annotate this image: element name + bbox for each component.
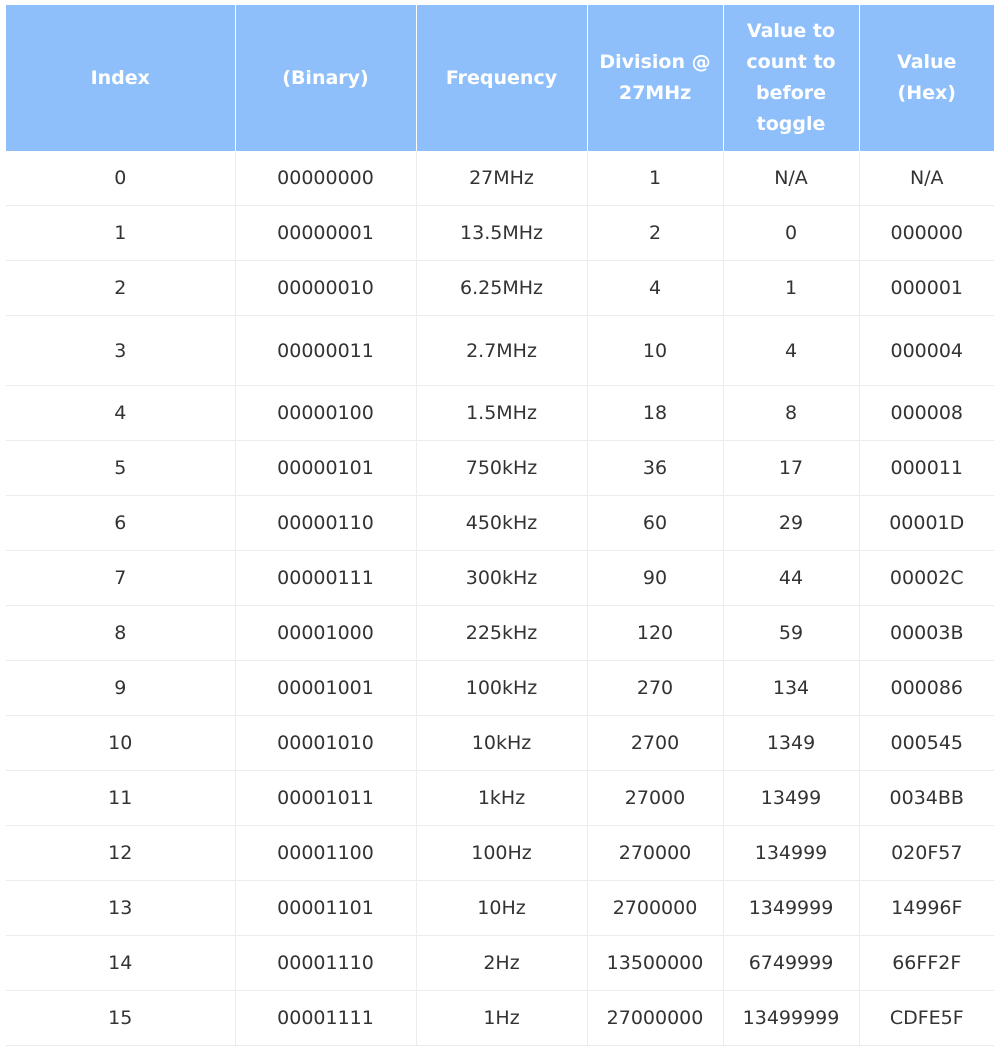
table-row xyxy=(6,496,994,551)
header-frequency: Frequency xyxy=(416,5,587,151)
header-binary: (Binary) xyxy=(235,5,416,151)
cell-index: 4 xyxy=(6,386,235,441)
cell-count-value: 0 xyxy=(723,206,859,261)
header-count-value: Value to count to before toggle xyxy=(723,5,859,151)
cell-index: 6 xyxy=(6,496,235,551)
cell-frequency: 300kHz xyxy=(416,551,587,606)
cell-count-value: N/A xyxy=(723,151,859,206)
cell-index: 7 xyxy=(6,551,235,606)
cell-division: 1 xyxy=(587,151,723,206)
cell-binary: 00000111 xyxy=(235,551,416,606)
table-header xyxy=(6,5,994,151)
cell-hex-value: 000008 xyxy=(859,386,994,441)
cell-binary: 00001010 xyxy=(235,716,416,771)
cell-index: 11 xyxy=(6,771,235,826)
cell-hex-value: CDFE5F xyxy=(859,991,994,1046)
cell-hex-value: 00002C xyxy=(859,551,994,606)
cell-index: 12 xyxy=(6,826,235,881)
cell-division: 270 xyxy=(587,661,723,716)
cell-hex-value: 00001D xyxy=(859,496,994,551)
table-row xyxy=(6,661,994,716)
table-row xyxy=(6,386,994,441)
cell-division: 4 xyxy=(587,261,723,316)
cell-index: 8 xyxy=(6,606,235,661)
cell-binary: 00001011 xyxy=(235,771,416,826)
cell-frequency: 225kHz xyxy=(416,606,587,661)
table-row xyxy=(6,206,994,261)
cell-hex-value: 00003B xyxy=(859,606,994,661)
cell-hex-value: 000000 xyxy=(859,206,994,261)
cell-binary: 00000110 xyxy=(235,496,416,551)
cell-binary: 00000010 xyxy=(235,261,416,316)
cell-binary: 00000011 xyxy=(235,316,416,386)
cell-frequency: 10kHz xyxy=(416,716,587,771)
cell-count-value: 1 xyxy=(723,261,859,316)
cell-index: 15 xyxy=(6,991,235,1046)
cell-binary: 00000101 xyxy=(235,441,416,496)
cell-hex-value: 000086 xyxy=(859,661,994,716)
cell-count-value: 1349999 xyxy=(723,881,859,936)
cell-hex-value: 000011 xyxy=(859,441,994,496)
cell-count-value: 134999 xyxy=(723,826,859,881)
table-row xyxy=(6,936,994,991)
cell-count-value: 13499 xyxy=(723,771,859,826)
header-division: Division @ 27MHz xyxy=(587,5,723,151)
cell-count-value: 134 xyxy=(723,661,859,716)
table-row xyxy=(6,881,994,936)
cell-count-value: 13499999 xyxy=(723,991,859,1046)
cell-division: 13500000 xyxy=(587,936,723,991)
cell-division: 27000000 xyxy=(587,991,723,1046)
cell-binary: 00001100 xyxy=(235,826,416,881)
table-row xyxy=(6,261,994,316)
frequency-divider-table-container xyxy=(6,5,994,1046)
table-body xyxy=(6,151,994,1046)
cell-frequency: 6.25MHz xyxy=(416,261,587,316)
table-row xyxy=(6,151,994,206)
cell-frequency: 750kHz xyxy=(416,441,587,496)
table-row xyxy=(6,606,994,661)
cell-frequency: 100kHz xyxy=(416,661,587,716)
cell-binary: 00001101 xyxy=(235,881,416,936)
cell-binary: 00001000 xyxy=(235,606,416,661)
cell-frequency: 100Hz xyxy=(416,826,587,881)
header-row xyxy=(6,5,994,151)
frequency-divider-table xyxy=(6,5,994,1046)
cell-binary: 00000001 xyxy=(235,206,416,261)
table-row xyxy=(6,771,994,826)
table-row xyxy=(6,441,994,496)
cell-division: 36 xyxy=(587,441,723,496)
cell-division: 2700000 xyxy=(587,881,723,936)
cell-frequency: 10Hz xyxy=(416,881,587,936)
cell-index: 1 xyxy=(6,206,235,261)
cell-division: 60 xyxy=(587,496,723,551)
cell-division: 270000 xyxy=(587,826,723,881)
cell-hex-value: 66FF2F xyxy=(859,936,994,991)
cell-frequency: 2Hz xyxy=(416,936,587,991)
table-row xyxy=(6,991,994,1046)
header-index: Index xyxy=(6,5,235,151)
cell-frequency: 1.5MHz xyxy=(416,386,587,441)
cell-index: 10 xyxy=(6,716,235,771)
cell-division: 120 xyxy=(587,606,723,661)
cell-count-value: 59 xyxy=(723,606,859,661)
cell-index: 0 xyxy=(6,151,235,206)
cell-frequency: 1kHz xyxy=(416,771,587,826)
cell-division: 27000 xyxy=(587,771,723,826)
cell-hex-value: 14996F xyxy=(859,881,994,936)
cell-division: 2700 xyxy=(587,716,723,771)
cell-frequency: 27MHz xyxy=(416,151,587,206)
cell-frequency: 450kHz xyxy=(416,496,587,551)
cell-frequency: 1Hz xyxy=(416,991,587,1046)
cell-count-value: 29 xyxy=(723,496,859,551)
cell-frequency: 13.5MHz xyxy=(416,206,587,261)
cell-binary: 00001111 xyxy=(235,991,416,1046)
cell-division: 10 xyxy=(587,316,723,386)
cell-frequency: 2.7MHz xyxy=(416,316,587,386)
cell-index: 2 xyxy=(6,261,235,316)
cell-binary: 00000100 xyxy=(235,386,416,441)
cell-binary: 00001001 xyxy=(235,661,416,716)
cell-count-value: 6749999 xyxy=(723,936,859,991)
table-row xyxy=(6,551,994,606)
cell-hex-value: 0034BB xyxy=(859,771,994,826)
cell-index: 3 xyxy=(6,316,235,386)
cell-division: 90 xyxy=(587,551,723,606)
cell-hex-value: 000004 xyxy=(859,316,994,386)
cell-index: 14 xyxy=(6,936,235,991)
cell-hex-value: N/A xyxy=(859,151,994,206)
table-row xyxy=(6,716,994,771)
table-row xyxy=(6,826,994,881)
cell-count-value: 4 xyxy=(723,316,859,386)
cell-count-value: 17 xyxy=(723,441,859,496)
cell-hex-value: 000001 xyxy=(859,261,994,316)
cell-index: 9 xyxy=(6,661,235,716)
cell-binary: 00000000 xyxy=(235,151,416,206)
cell-binary: 00001110 xyxy=(235,936,416,991)
cell-index: 13 xyxy=(6,881,235,936)
cell-hex-value: 000545 xyxy=(859,716,994,771)
cell-count-value: 8 xyxy=(723,386,859,441)
cell-count-value: 44 xyxy=(723,551,859,606)
cell-index: 5 xyxy=(6,441,235,496)
cell-hex-value: 020F57 xyxy=(859,826,994,881)
cell-division: 18 xyxy=(587,386,723,441)
header-hex-value: Value (Hex) xyxy=(859,5,994,151)
table-row xyxy=(6,316,994,386)
cell-count-value: 1349 xyxy=(723,716,859,771)
cell-division: 2 xyxy=(587,206,723,261)
